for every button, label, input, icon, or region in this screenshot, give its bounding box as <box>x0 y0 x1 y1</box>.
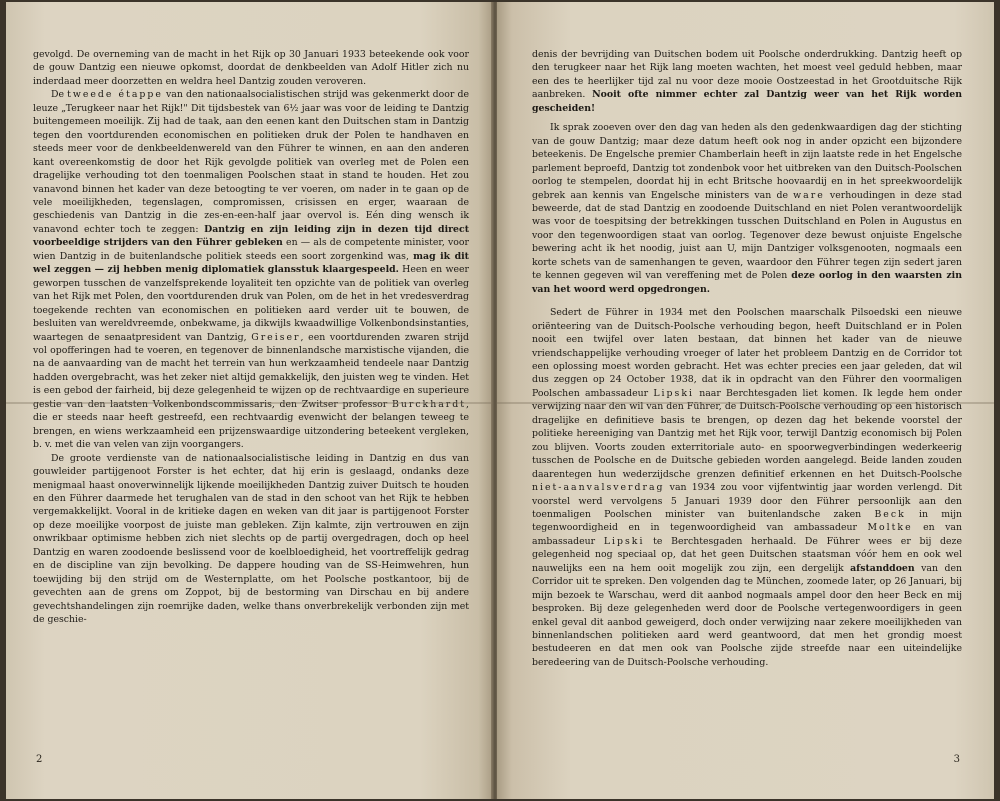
right-page <box>497 2 994 799</box>
text-run: naar Berchtesgaden liet komen. Ik legde hem onder verwijzing naar den wil van den Führer, de Duitsch-Poolsche verhouding op een historisch dragelijke en definitieve basis te brengen, op dezen dag het bekende voorstel der politieke hereeniging van Dantzig met het Rijk voor, terwijl Dantzig economisch bij Polen zou blijven. Voorts zouden exterritoriale auto- en spoorwegverbindingen wederkeerig tusschen de Poolsche en de Duitsche gebieden worden aangelegd. Beide landen zouden daarentegen hun wederzijdsche grenzen definitief erkennen en het Duitsch-Poolsche <box>532 387 962 480</box>
text-run: De groote verdienste van de nationaalsocialistische leiding in Dantzig en dus van gouwleider partijgenoot Forster is het echter, dat hij erin is geslaagd, ondanks deze menigmaal haast onoverwinnelijk lijkende moeilijkheden Dantzig zuiver Duitsch te houden en den Führer daarmede het terughalen van de stad in den schoot van het Rijk te hebben vergemakkelijkt. Vooral in de kritieke dagen en weken van dit jaar is partijgenoot Forster op deze moeilijke voorpost de juiste man gebleken. Zijn kalmte, zijn vertrouwen en zijn onwrikbaar optimisme hebben zich niet slechts op de partij overgedragen, doch op heel Dantzig en waren zoodoende beslissend voor de koelbloedigheid, het voortreffelijk gedrag en de discipline van zijn bevolking. De dappere houding van de SS-Heimwehren, hun toewijding bij den strijd om de Westernplatte, om het Poolsche postkantoor, bij de gevechten aan de grens om Zoppot, bij de bestorming van Dirschau en bij andere gevechtshandelingen zijn roemrijke daden, welke thans onverbrekelijk verbonden zijn met de geschie- <box>33 452 469 626</box>
spaced-name: ware <box>793 189 825 201</box>
left-paragraph-3 <box>33 452 469 627</box>
right-paragraph-1 <box>532 48 962 115</box>
text-run: Sedert de Führer in 1934 met den Poolschen maarschalk Pilsoedski een nieuwe oriënteering van de Duitsch-Poolsche verhouding begon, heeft Duitschland er in Polen nooit een twijfel over laten bestaan, dat binnen het kader van de nieuwe vriendschappelijke verhouding vroeger of later het probleem Dantzig en de Corridor tot een oplossing moest worden gebracht. Het was echter precies een jaar geleden, dat wil dus zeggen op 24 October 1938, dat ik in opdracht van den Führer den voormaligen Poolschen ambassadeur <box>532 307 962 399</box>
page-number-left: 2 <box>36 754 43 765</box>
text-run: , die er steeds naar heeft gestreefd, een rechtvaardig evenwicht der belangen teweeg te brengen, en wiens werkzaamheid een prijzenswaardige uitzondering beteekent vergleken, b. v. met die van velen van zijn voorgangers. <box>33 398 469 451</box>
spaced-name: Beck <box>874 508 906 520</box>
text-run: en van ambassadeur <box>532 522 962 547</box>
bold-text: afstanddoen <box>850 562 915 574</box>
bold-text: deze oorlog in den waarsten zin van het woord werd opgedrongen. <box>532 270 962 295</box>
spaced-name: Greiser <box>251 331 301 343</box>
bold-text: Dantzig en zijn leiding zijn in dezen tijd direct voorbeeldige strijders van den Führer gebleken <box>33 223 470 249</box>
text-run: van den Corridor uit te spreken. Den volgenden dag te München, zoomede later, op 26 Januari, bij mijn bezoek te Warschau, werd dit aanbod nogmaals ampel door den heer Beck en mij besproken. Bij deze gelegenheden werd door de Poolsche vertegenwoordigers in geen enkel geval dit aanbod geweigerd, doch onder verwijzing naar zekere moeilijkheden van binnenlandschen politieken aard werd geantwoord, dat men het grondig moest bestudeeren en dat men ook van Poolsche zijde streefde naar een uiteindelijke beredeering van de Duitsch-Poolsche verhouding. <box>532 562 962 668</box>
bold-text: mag ik dit wel zeggen — zij hebben menig diplomatiek glansstuk klaargespeeld. <box>33 250 469 276</box>
bold-text: Nooit ofte nimmer echter zal Dantzig weer van het Rijk worden gescheiden! <box>532 89 962 114</box>
spaced-name: Burckhardt <box>391 398 467 410</box>
text-run: in mijn tegenwoordigheid en in tegenwoordigheid van ambassadeur <box>532 508 962 534</box>
booklet-spread <box>6 2 994 799</box>
text-run: gevolgd. De overneming van de macht in het Rijk op 30 Januari 1933 beteekende ook voor de gouw Dantzig een nieuwe opkomst, doordat de denkbeelden van Adolf Hitler zich nu inderdaad meer doorzetten en weldra heel Dantzig zouden veroveren. <box>33 49 469 87</box>
spaced-name: tweede étappe <box>67 89 163 101</box>
spaced-name: Moltke <box>867 522 913 534</box>
text-run: en — als de competente minister, voor wien Dantzig in de buitenlandsche politiek steeds een soort zorgenkind was, <box>33 237 470 262</box>
text-run: Heen en weer geworpen tusschen de vanzelfsprekende loyaliteit ten opzichte van de politiek van overleg van het Rijk met Polen, den voortdurenden druk van Polen, om de het in het vredesverdrag toegekende rechten van economischen en politieken aard verder uit te bouwen, de besluiten van wereldvreemde, onbekwame, ja dikwijls kwaadwillige Volkenbondsinstanties, waartegen de senaatpresident van Dantzig, <box>33 264 469 343</box>
text-run: van den nationaalsocialistischen strijd was gekenmerkt door de leuze „Terugkeer naar het Rijk!" Dit tijdsbestek van 6½ jaar was voor de leiding te Dantzig buitengemeen moeilijk. Zij had de taak, aan den eenen kant den Duitschen stam in Dantzig tegen den voortdurenden economischen en politieken druk der Polen te handhaven en steeds meer voor de denkbeeldenwereld van den Führer te winnen, en aan den anderen kant overeenkomstig de door het Rijk gevolgde politiek van overleg met de Polen een dragelijke verhouding tot den toenmaligen Poolschen staat in stand te houden. Het zou vanavond binnen het kader van deze betoogting te ver voeren, om nader in te gaan op de vele moeilijkheden, tegenslagen, compromissen, crisissen en erger, waaraan de geschiedenis van Dantzig in die zes-en-een-half jaar overvol is. Eén ding wensch ik vanavond echter toch te zeggen: <box>33 89 469 235</box>
spaced-name: Lipski <box>653 387 694 399</box>
text-run: , een voortdurenden zwaren strijd vol opofferingen had te voeren, en tegenover de binnenlandsche marxistische vijanden, die na de aanvaarding van de macht het terrein van hun werkzaamheid tendeele naar Dantzig hadden overgebracht, was het zeker niet altijd gemakkelijk, den juisten weg te vinden. Het is een gebod der fairheid, bij deze gelegenheid te wijzen op de rechtvaardige en superieure gestie van den laatsten Volkenbondscommissaris, den Zwitser professor <box>33 331 469 410</box>
horizontal-fold <box>497 402 994 404</box>
text-run: Ik sprak zooeven over den dag van heden als den gedenkwaardigen dag der stichting van de gouw Dantzig; maar deze datum heeft ook nog in ander opzicht een bijzondere beteekenis. De Engelsche premier Chamberlain heeft in zijn laatste rede in het Engelsche parlement beproefd, Dantzig tot zondenbok voor het uitbreken van den Duitsch-Poolschen oorlog te stempelen, doordat hij in echt Britsche hoovaardij en in het spreekwoordelijk gebrek aan kennis van Engelsche ministers van de <box>532 122 962 201</box>
text-run: verhoudingen in deze stad beweerde, dat de stad Dantzig en zoodoende Duitschland en niet Polen verantwoordelijk was voor de toespitsing der betrekkingen tusschen Duitschland en Polen in Augustus en voor den tegenwoordigen staat van oorlog. Tegenover deze bewust onjuiste Engelsche bewering acht ik het noodig, juist aan U, mijn Dantziger volksgenooten, nogmaals een korte schets van de samenhangen te geven, waardoor den Führer tegen zijn sedert jaren te kennen gegeven wil van vereffening met de Polen <box>532 189 962 282</box>
text-run: denis der bevrijding van Duitschen bodem uit Poolsche onderdrukking. Dantzig heeft op den terugkeer naar het Rijk lang moeten wachten, het moest veel geduld hebben, maar een des te heerlijker tijd zal nu voor deze mooie Oostzeestad in het Grootduitsche Rijk aanbreken. <box>532 49 962 101</box>
left-paragraph-1 <box>33 48 469 88</box>
text-run: van 1934 zou voor vijfentwintig jaar worden verlengd. Dit voorstel werd vervolgens 5 Januari 1939 door den Führer persoonlijk aan den toenmaligen Poolschen minister van buitenlandsche zaken <box>532 482 962 520</box>
spaced-name: Lipski <box>603 535 645 547</box>
text-run: De <box>51 89 68 101</box>
spaced-name: niet-aanvalsverdrag <box>532 482 665 494</box>
left-paragraph-2 <box>33 88 469 451</box>
right-paragraph-3 <box>532 306 962 669</box>
text-run: te Berchtesgaden herhaald. De Führer wees er bij deze gelegenheid nog speciaal op, dat het geen Duitschen staatsman vóór hem en ook wel nauwelijks een na hem ooit mogelijk zou zijn, een dergelijk <box>532 535 962 574</box>
left-page <box>6 2 493 799</box>
right-paragraph-2 <box>532 121 962 296</box>
page-number-right: 3 <box>953 754 960 765</box>
horizontal-fold <box>6 402 493 404</box>
